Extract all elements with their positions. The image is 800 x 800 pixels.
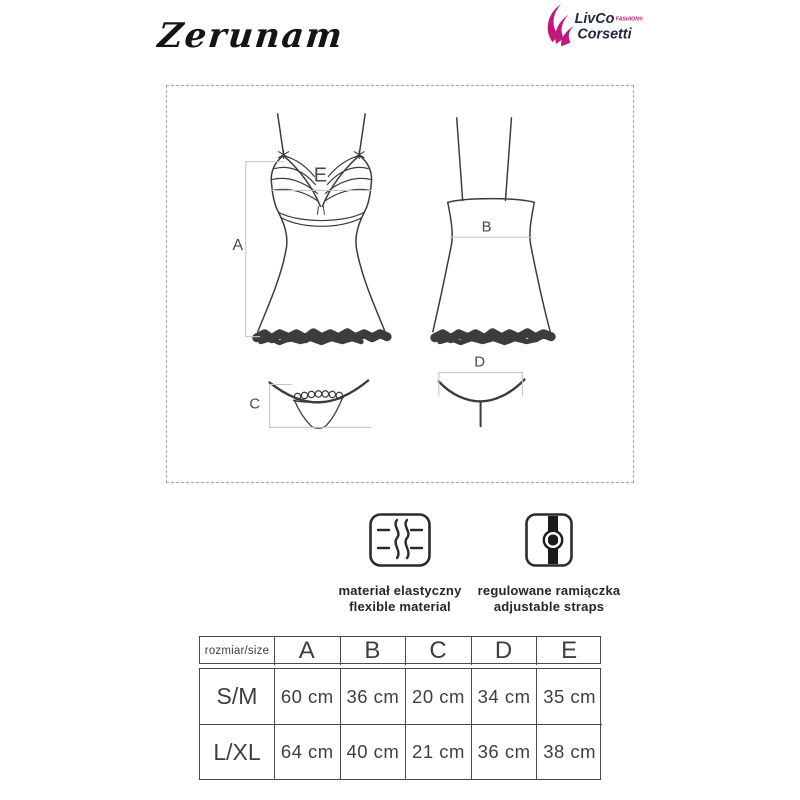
brand-fashion-tag: FASHION® <box>615 16 643 23</box>
row-lxl-A: 64 cm <box>274 724 340 779</box>
header-E: E <box>536 637 602 665</box>
row-lxl-size: L/XL <box>200 724 274 779</box>
header-A: A <box>274 637 340 665</box>
row-lxl-B: 40 cm <box>340 724 406 779</box>
feature-label-pl: regulowane ramiączka <box>477 583 621 598</box>
garment-diagram-panel <box>166 85 634 483</box>
chemise-front-view <box>257 114 387 343</box>
feature-label-en: adjustable straps <box>493 599 605 615</box>
header-D: D <box>471 637 537 665</box>
row-sm-C: 20 cm <box>405 669 471 724</box>
row-sm-B: 36 cm <box>340 669 406 724</box>
feature-label-en: flexible material <box>349 599 451 615</box>
header-B: B <box>340 637 406 665</box>
size-table-body <box>199 668 601 780</box>
header-C: C <box>405 637 471 665</box>
feature-label-pl: materiał elastyczny <box>338 583 462 598</box>
brand-name-bottom: Corsetti <box>577 26 632 43</box>
livco-swoosh-icon <box>548 4 574 46</box>
row-sm-A: 60 cm <box>274 669 340 724</box>
brand-name-top: LivCo <box>574 11 615 28</box>
label-E: E <box>313 164 328 187</box>
garment-diagram <box>167 86 633 482</box>
elastic-material-icon <box>369 513 431 567</box>
row-lxl-D: 36 cm <box>471 724 537 779</box>
size-table-header <box>199 636 601 664</box>
panties-front-view <box>270 381 369 429</box>
bow-icon <box>279 151 365 159</box>
chemise-back-view <box>433 118 551 343</box>
feature-adjustable-straps <box>464 513 634 616</box>
front-lace-hem <box>257 333 387 339</box>
label-C: C <box>249 395 261 413</box>
row-sm-E: 35 cm <box>536 669 602 724</box>
header-rozmiar-size: rozmiar/size <box>204 645 270 657</box>
panties-back-view <box>439 380 525 427</box>
label-B: B <box>481 218 492 236</box>
label-A: A <box>232 237 244 255</box>
brand-logo <box>543 2 653 50</box>
row-sm-size: S/M <box>216 683 258 709</box>
row-lxl-E: 38 cm <box>536 724 602 779</box>
label-D: D <box>474 353 485 371</box>
size-table <box>199 636 601 780</box>
measure-A-bracket <box>246 162 371 337</box>
row-sm-D: 34 cm <box>471 669 537 724</box>
product-title: Zerunam <box>155 16 346 56</box>
feature-elastic-material <box>315 513 485 616</box>
row-lxl-C: 21 cm <box>405 724 471 779</box>
adjustable-straps-icon <box>525 513 573 567</box>
